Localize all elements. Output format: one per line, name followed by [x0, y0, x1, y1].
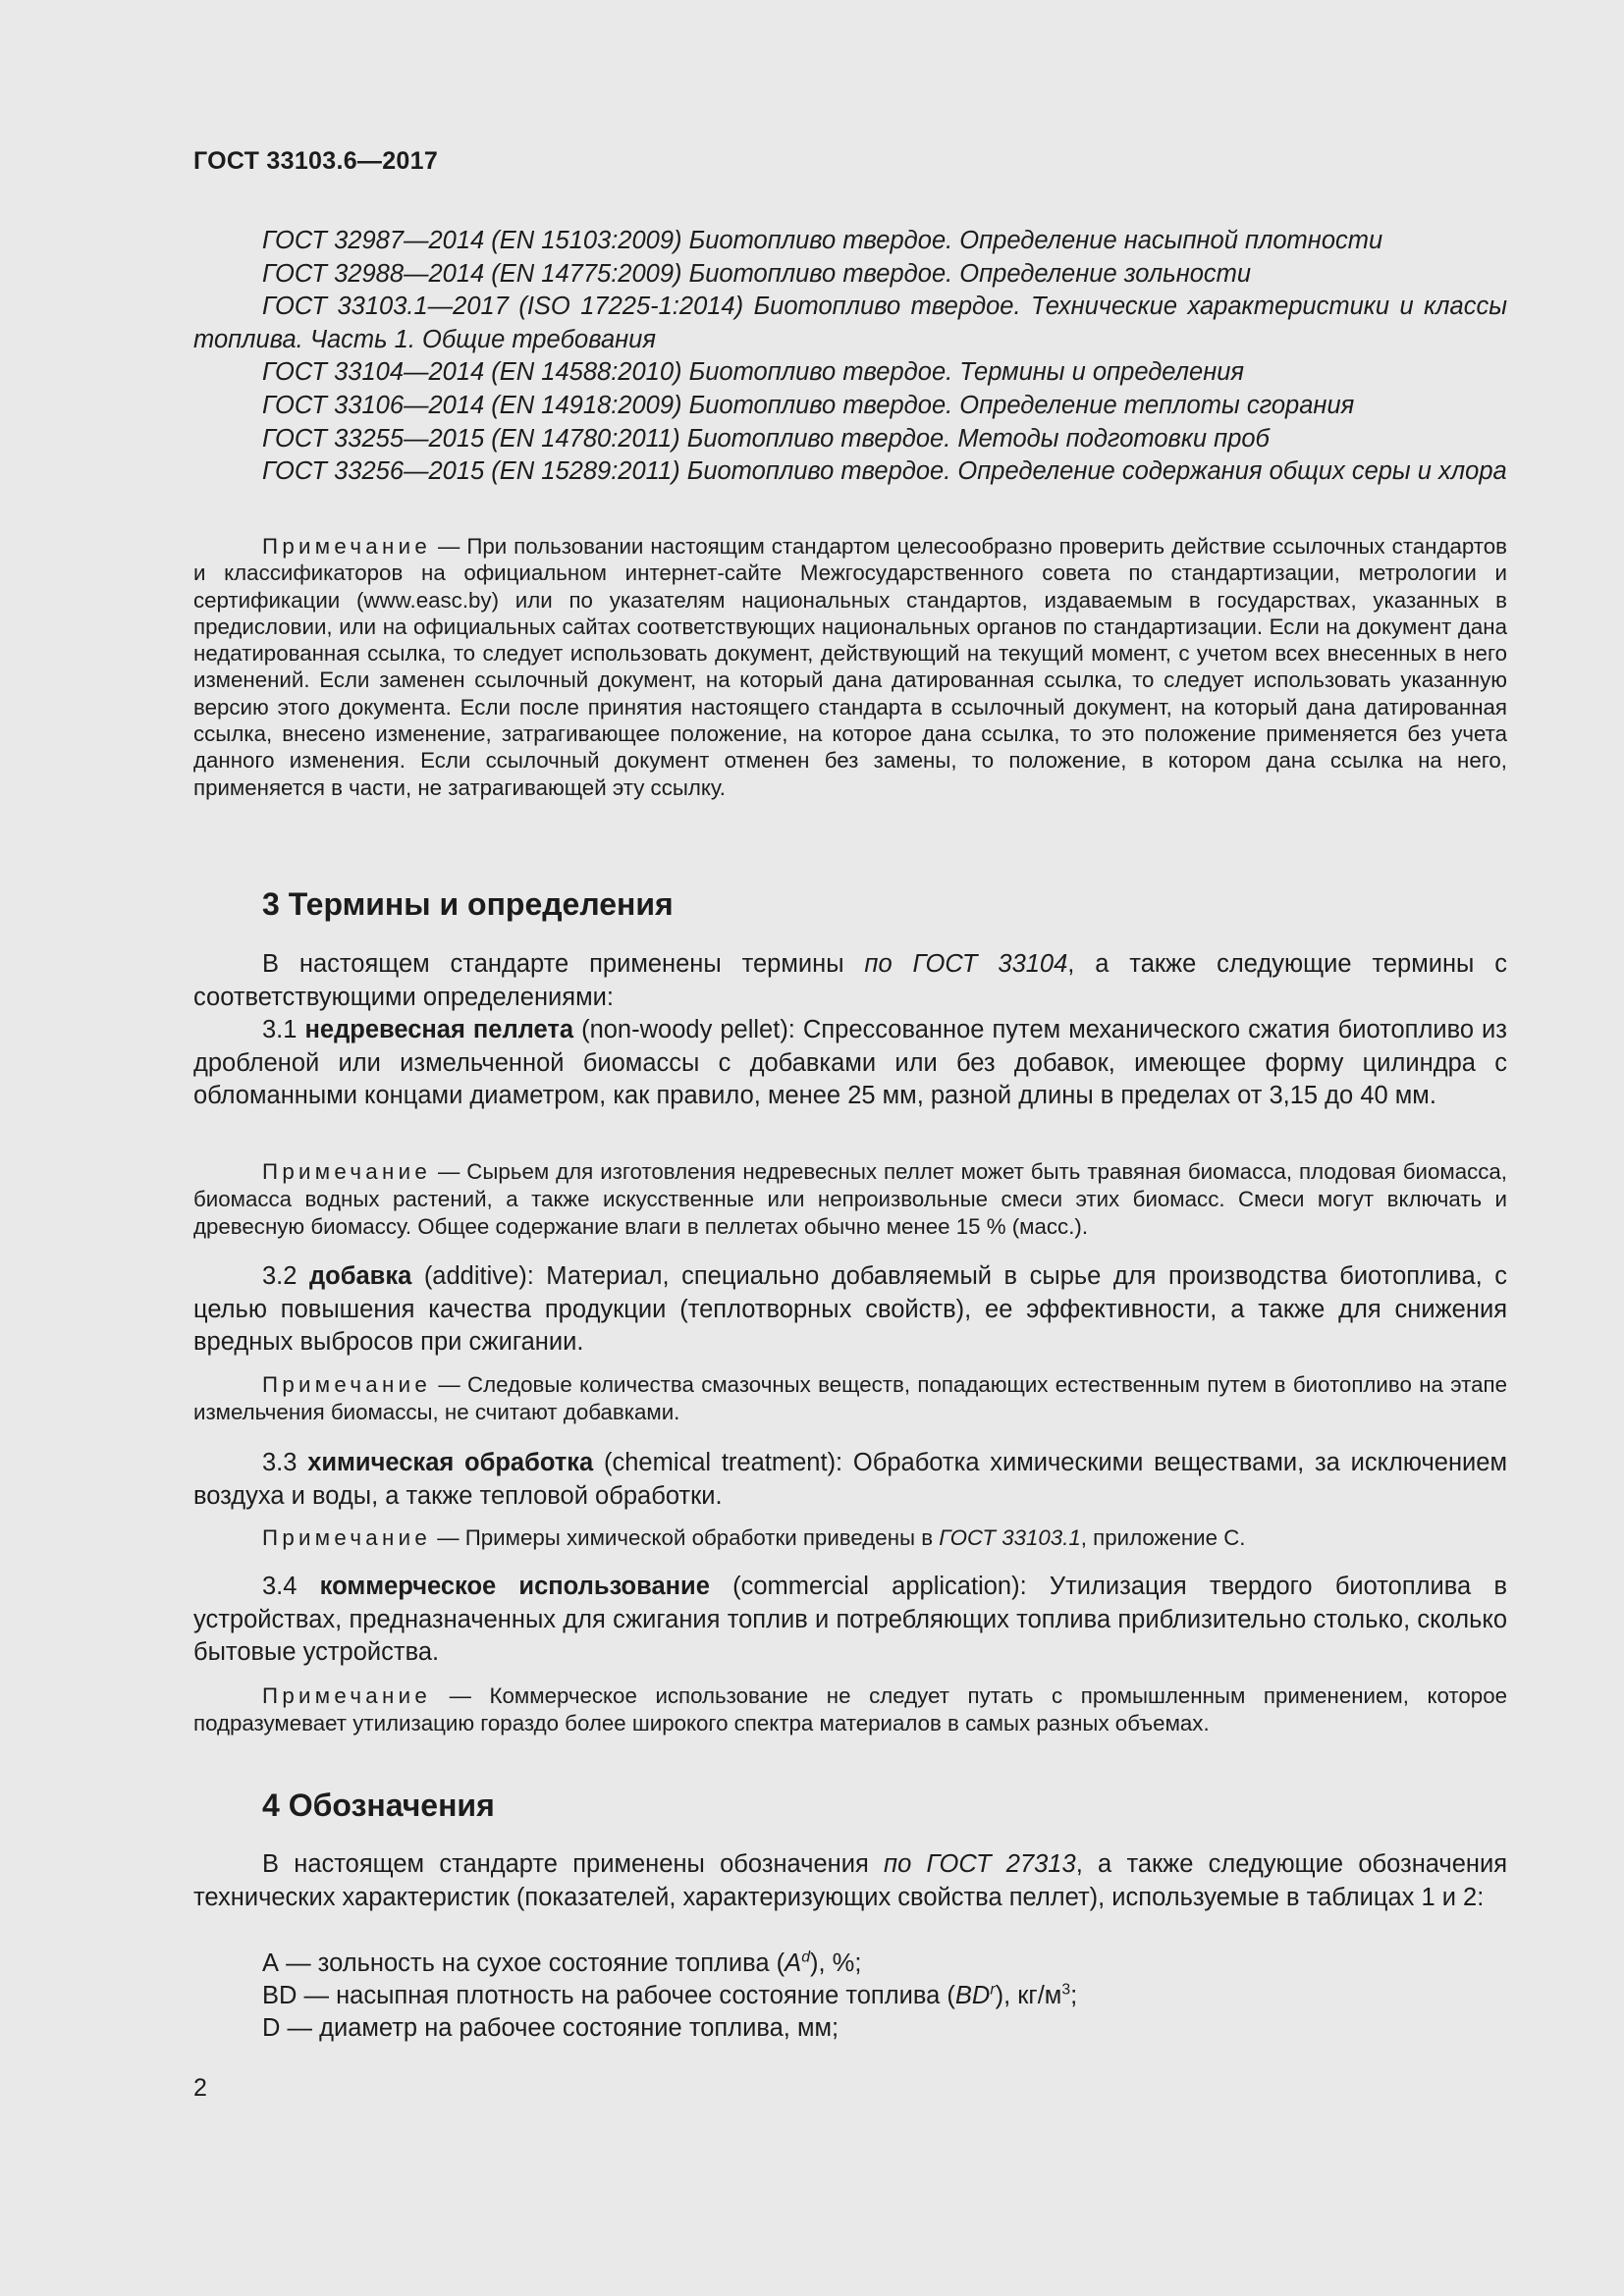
intro-text: , а также следующие обозначения технических характеристик (показателей, характеризующих свойства пеллет), используемые в таблицах 1 и 2: [193, 1850, 1508, 1911]
term-name: химическая обработка [307, 1449, 594, 1476]
note-label: Примечание [262, 1683, 432, 1708]
reference-item: ГОСТ 33255—2015 (EN 14780:2011) Биотопливо твердое. Методы подготовки проб [262, 424, 1270, 453]
term-number: 3.4 [262, 1573, 320, 1600]
section-3-heading: 3 Термины и определения [262, 886, 674, 922]
gost-reference: по ГОСТ 33104 [864, 950, 1068, 978]
term-name: добавка [308, 1262, 412, 1290]
reference-item: ГОСТ 33106—2014 (EN 14918:2009) Биотопливо твердое. Определение теплоты сгорания [262, 391, 1355, 419]
designation-text: ), кг/м [995, 1982, 1062, 2009]
reference-item: ГОСТ 32987—2014 (EN 15103:2009) Биотопливо твердое. Определение насыпной плотности [262, 227, 1383, 254]
document-header: ГОСТ 33103.6—2017 [193, 147, 439, 175]
term-definition: (chemical treatment): Обработка химическими веществами, за исключением воздуха и воды, а также тепловой обработки. [193, 1449, 1507, 1510]
term-3-3 [193, 1447, 1507, 1513]
symbol: BD [954, 1982, 991, 2009]
term-name: недревесная пеллета [304, 1016, 574, 1043]
reference-item: ГОСТ 33104—2014 (EN 14588:2010) Биотопливо твердое. Термины и определения [262, 358, 1245, 387]
gost-reference: ГОСТ 33103.1 [939, 1525, 1081, 1550]
intro-text: В настоящем стандарте применены обозначения [262, 1850, 885, 1878]
reference-item: ГОСТ 33103.1—2017 (ISO 17225-1:2014) Биотопливо твердое. Технические характеристики и классы топлива. Часть 1. Общие требования [193, 293, 1507, 353]
designation-text: ; [1070, 1982, 1078, 2009]
term-3-1 [193, 1014, 1507, 1113]
note-label: Примечание [262, 534, 432, 559]
gost-reference: по ГОСТ 27313 [884, 1850, 1076, 1878]
designation-d: D — диаметр на рабочее состояние топлива, мм; [262, 2014, 839, 2042]
note-label: Примечание [262, 1159, 432, 1184]
note-text: , приложение С. [1080, 1525, 1246, 1550]
references-note [193, 533, 1507, 801]
term-name: коммерческое использование [319, 1573, 710, 1600]
note-text: — Сырьем для изготовления недревесных пеллет может быть травяная биомасса, плодовая биомасса, биомасса водных растений, а также искусственные или непроизвольные смеси этих биомасс. Смеси могут включать и древесную биомассу. Общее содержание влаги в пеллетах обычно менее 15 % (масс.). [193, 1159, 1507, 1239]
page-number: 2 [193, 2074, 207, 2102]
unit-exponent: 3 [1061, 1981, 1071, 1999]
note-label: Примечание [262, 1372, 432, 1397]
note-text: — Коммерческое использование не следует путать с промышленным применением, которое подразумевает утилизацию гораздо более широкого спектра материалов в самых разных объемах. [193, 1683, 1507, 1735]
designation-bd [262, 1980, 1077, 2013]
section-4-heading: 4 Обозначения [262, 1788, 495, 1823]
note-text: — Следовые количества смазочных веществ, попадающих естественным путем в биотопливо на этапе измельчения биомассы, не считают добавками. [193, 1372, 1507, 1424]
designation-text: А — зольность на сухое состояние топлива ( [262, 1949, 785, 1977]
reference-item: ГОСТ 32988—2014 (EN 14775:2009) Биотопливо твердое. Определение зольности [262, 259, 1252, 288]
intro-text: В настоящем стандарте применены термины [262, 950, 865, 978]
term-definition: (additive): Материал, специально добавляемый в сырье для производства биотоплива, с целью повышения качества продукции (теплотворных свойств), ее эффективности, а также для снижения вредных выбросов при сжигании. [193, 1262, 1507, 1356]
term-3-2-note [193, 1371, 1507, 1426]
note-text: — При пользовании настоящим стандартом целесообразно проверить действие ссылочных стандартов и классификаторов на официальном интернет-сайте Межгосударственного совета по стандартизации, метрологии и сертификации (www.easc.by) или по указателям национальных стандартов, издаваемым в государствах, указанных в предисловии, или на официальных сайтах соответствующих национальных органов по стандартизации. Если на документ дана недатированная ссылка, то следует использовать документ, действующий на текущий момент, с учетом всех внесенных в него изменений. Если заменен ссылочный документ, на который дана датированная ссылка, то следует использовать указанную версию этого документа. Если после принятия настоящего стандарта в ссылочный документ, на который дана датированная ссылка, внесено изменение, затрагивающее положение, на которое дана ссылка, то это положение применяется без учета данного изменения. Если ссылочный документ отменен без замены, то положение, в котором дана ссылка на него, применяется в части, не затрагивающей эту ссылку. [193, 534, 1507, 800]
designation-text: ), %; [809, 1949, 862, 1977]
term-number: 3.2 [262, 1262, 309, 1290]
normative-references-list [193, 225, 1507, 489]
term-definition: (non-woody pellet): Спрессованное путем механического сжатия биотопливо из дробленой или измельченной биомассы с добавками или без добавок, имеющее форму цилиндра с обломанными концами диаметром, как правило, менее 25 мм, разной длины в пределах от 3,15 до 40 мм. [193, 1016, 1507, 1109]
term-3-2 [193, 1260, 1507, 1360]
note-text: — Примеры химической обработки приведены в [431, 1525, 940, 1550]
section-4-intro [193, 1848, 1507, 1914]
term-3-4-note [193, 1682, 1507, 1737]
term-3-4 [193, 1571, 1507, 1670]
term-number: 3.1 [262, 1016, 305, 1043]
term-number: 3.3 [262, 1449, 308, 1476]
reference-item: ГОСТ 33256—2015 (EN 15289:2011) Биотопливо твердое. Определение содержания общих серы и хлора [262, 457, 1507, 486]
designation-text: BD — насыпная плотность на рабочее состояние топлива ( [262, 1982, 955, 2009]
intro-text: , а также следующие термины с соответствующими определениями: [193, 950, 1508, 1011]
term-3-1-note [193, 1158, 1507, 1241]
symbol: A [785, 1949, 802, 1977]
section-3-intro [193, 948, 1507, 1014]
note-label: Примечание [262, 1525, 432, 1550]
term-definition: (commercial application): Утилизация твердого биотоплива в устройствах, предназначенных для сжигания топлив и потребляющих топлива приблизительно столько, сколько бытовые устройства. [193, 1573, 1507, 1666]
symbol-superscript: d [801, 1949, 810, 1966]
designation-a [262, 1948, 861, 1981]
term-3-3-note [193, 1524, 1507, 1552]
symbol-superscript: r [990, 1981, 996, 1999]
